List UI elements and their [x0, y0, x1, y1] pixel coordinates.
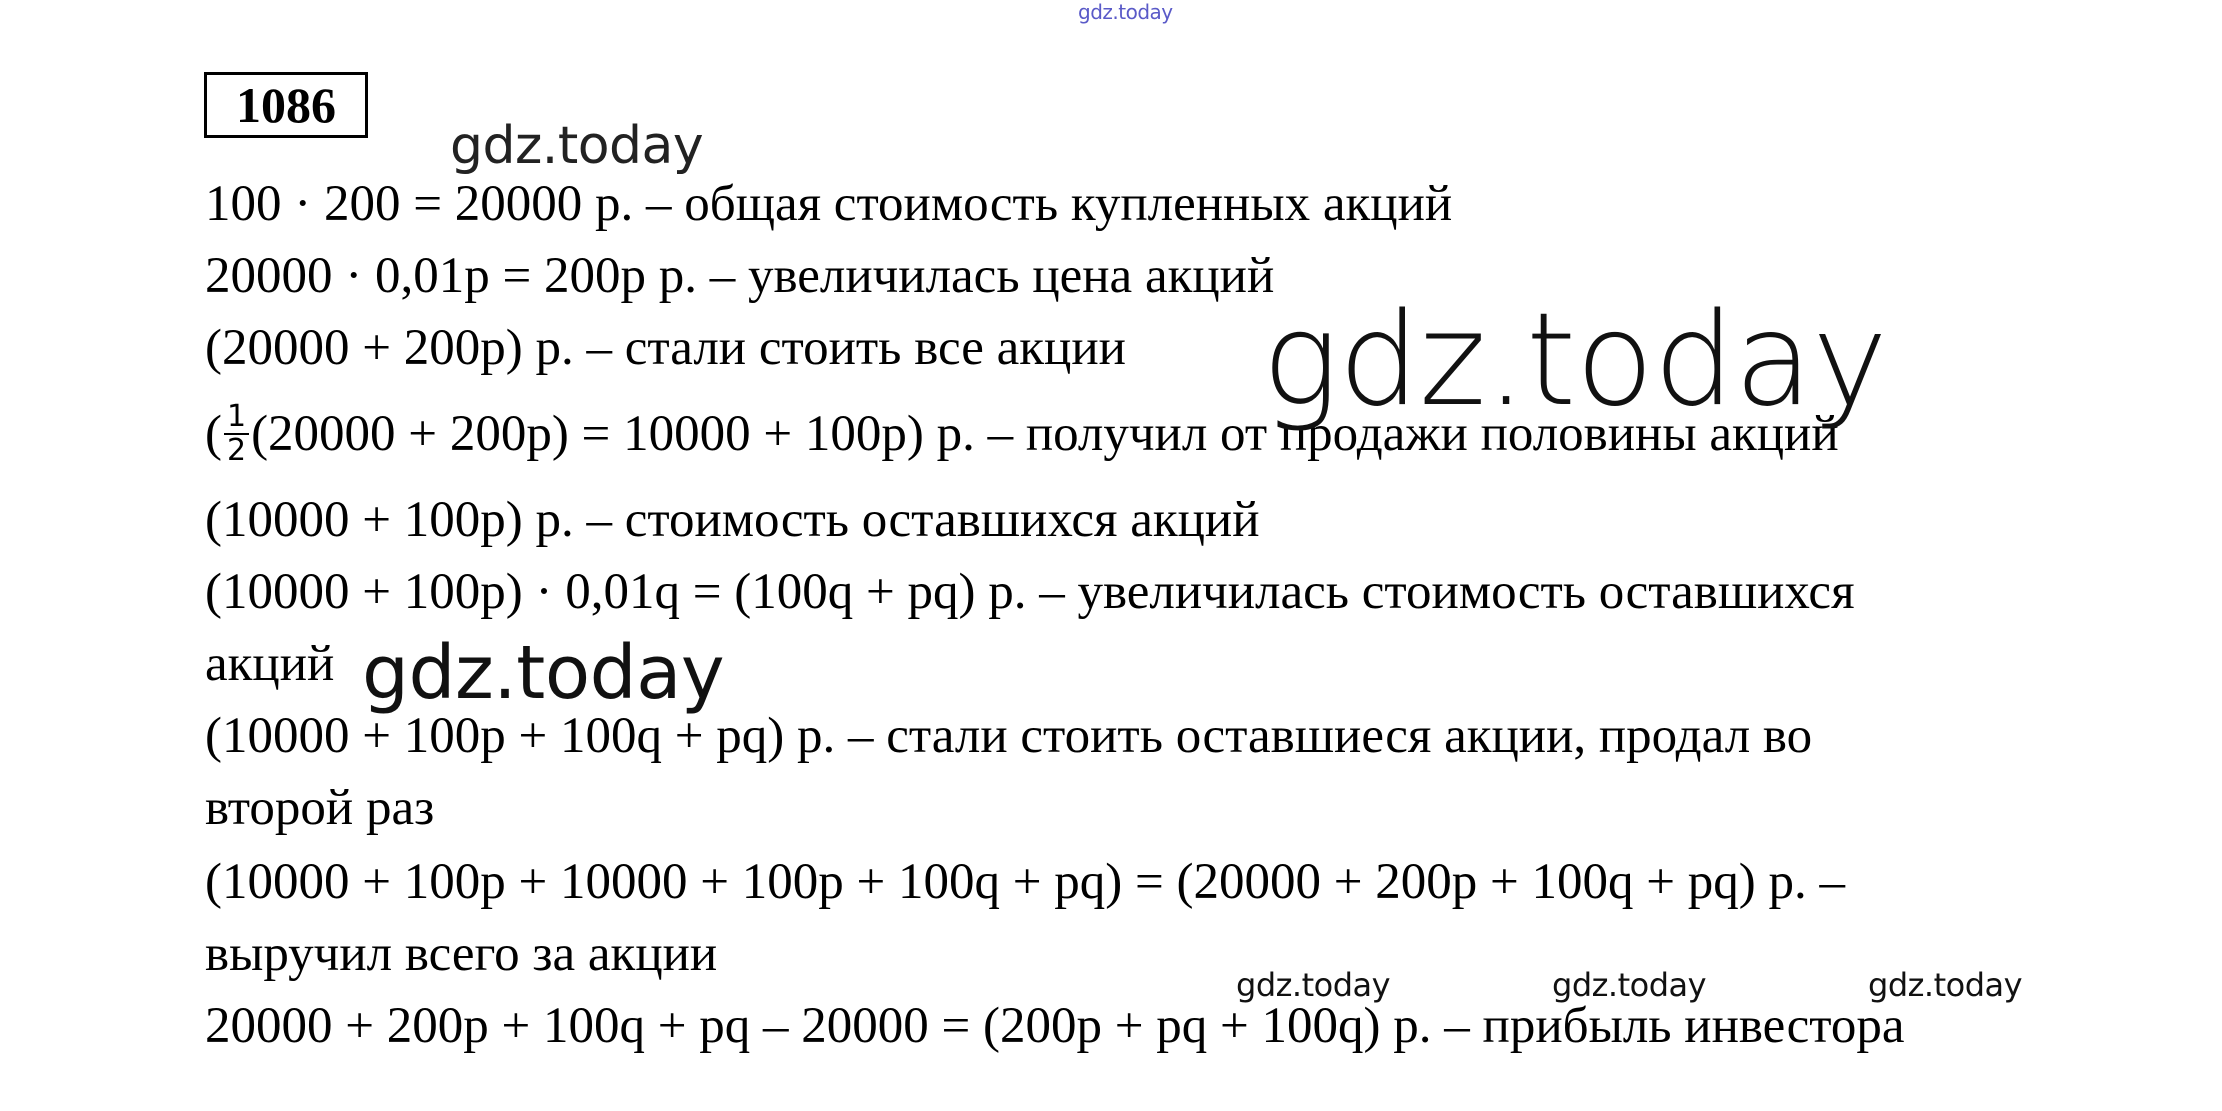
solution-line-9: второй раз	[205, 780, 435, 836]
solution-line-3: (20000 + 200p) р. – стали стоить все акции	[205, 320, 1126, 376]
fraction-denominator: 2	[226, 433, 247, 469]
solution-line-12: 20000 + 200p + 100q + pq – 20000 = (200p + pq + 100q) р. – прибыль инвестора	[205, 998, 1905, 1054]
solution-line-5: (10000 + 100p) р. – стоимость оставшихся акций	[205, 492, 1260, 548]
solution-line-1: 100 · 200 = 20000 р. – общая стоимость купленных акций	[205, 176, 1453, 232]
solution-line-10: (10000 + 100p + 10000 + 100p + 100q + pq) = (20000 + 200p + 100q + pq) р. –	[205, 854, 1846, 910]
watermark-1: gdz.today	[450, 116, 704, 176]
watermark-bottom-2: gdz.today	[1552, 966, 1707, 1004]
solution-line-8: (10000 + 100p + 100q + pq) р. – стали стоить оставшиеся акции, продал во	[205, 708, 1813, 764]
solution-line-7: акций	[205, 636, 335, 692]
solution-line-11: выручил всего за акции	[205, 926, 718, 982]
solution-line-6: (10000 + 100p) · 0,01q = (100q + pq) р. – увеличилась стоимость оставшихся	[205, 564, 1855, 620]
watermark-2: gdz.today	[362, 630, 725, 716]
fraction-numerator: 1	[224, 401, 249, 435]
fraction-one-half	[224, 401, 249, 467]
open-paren: (	[205, 406, 222, 462]
task-number-box: 1086	[204, 72, 368, 138]
watermark-bottom-3: gdz.today	[1868, 966, 2023, 1004]
watermark-bottom-1: gdz.today	[1236, 966, 1391, 1004]
solution-line-4-rest: (20000 + 200p) = 10000 + 100p) р. – получил от продажи половины акций	[251, 406, 1839, 462]
solution-line-2: 20000 · 0,01p = 200p р. – увеличилась цена акций	[205, 248, 1275, 304]
watermark-large: gdz.today	[1262, 286, 1888, 435]
watermark-top: gdz.today	[1078, 0, 1173, 24]
